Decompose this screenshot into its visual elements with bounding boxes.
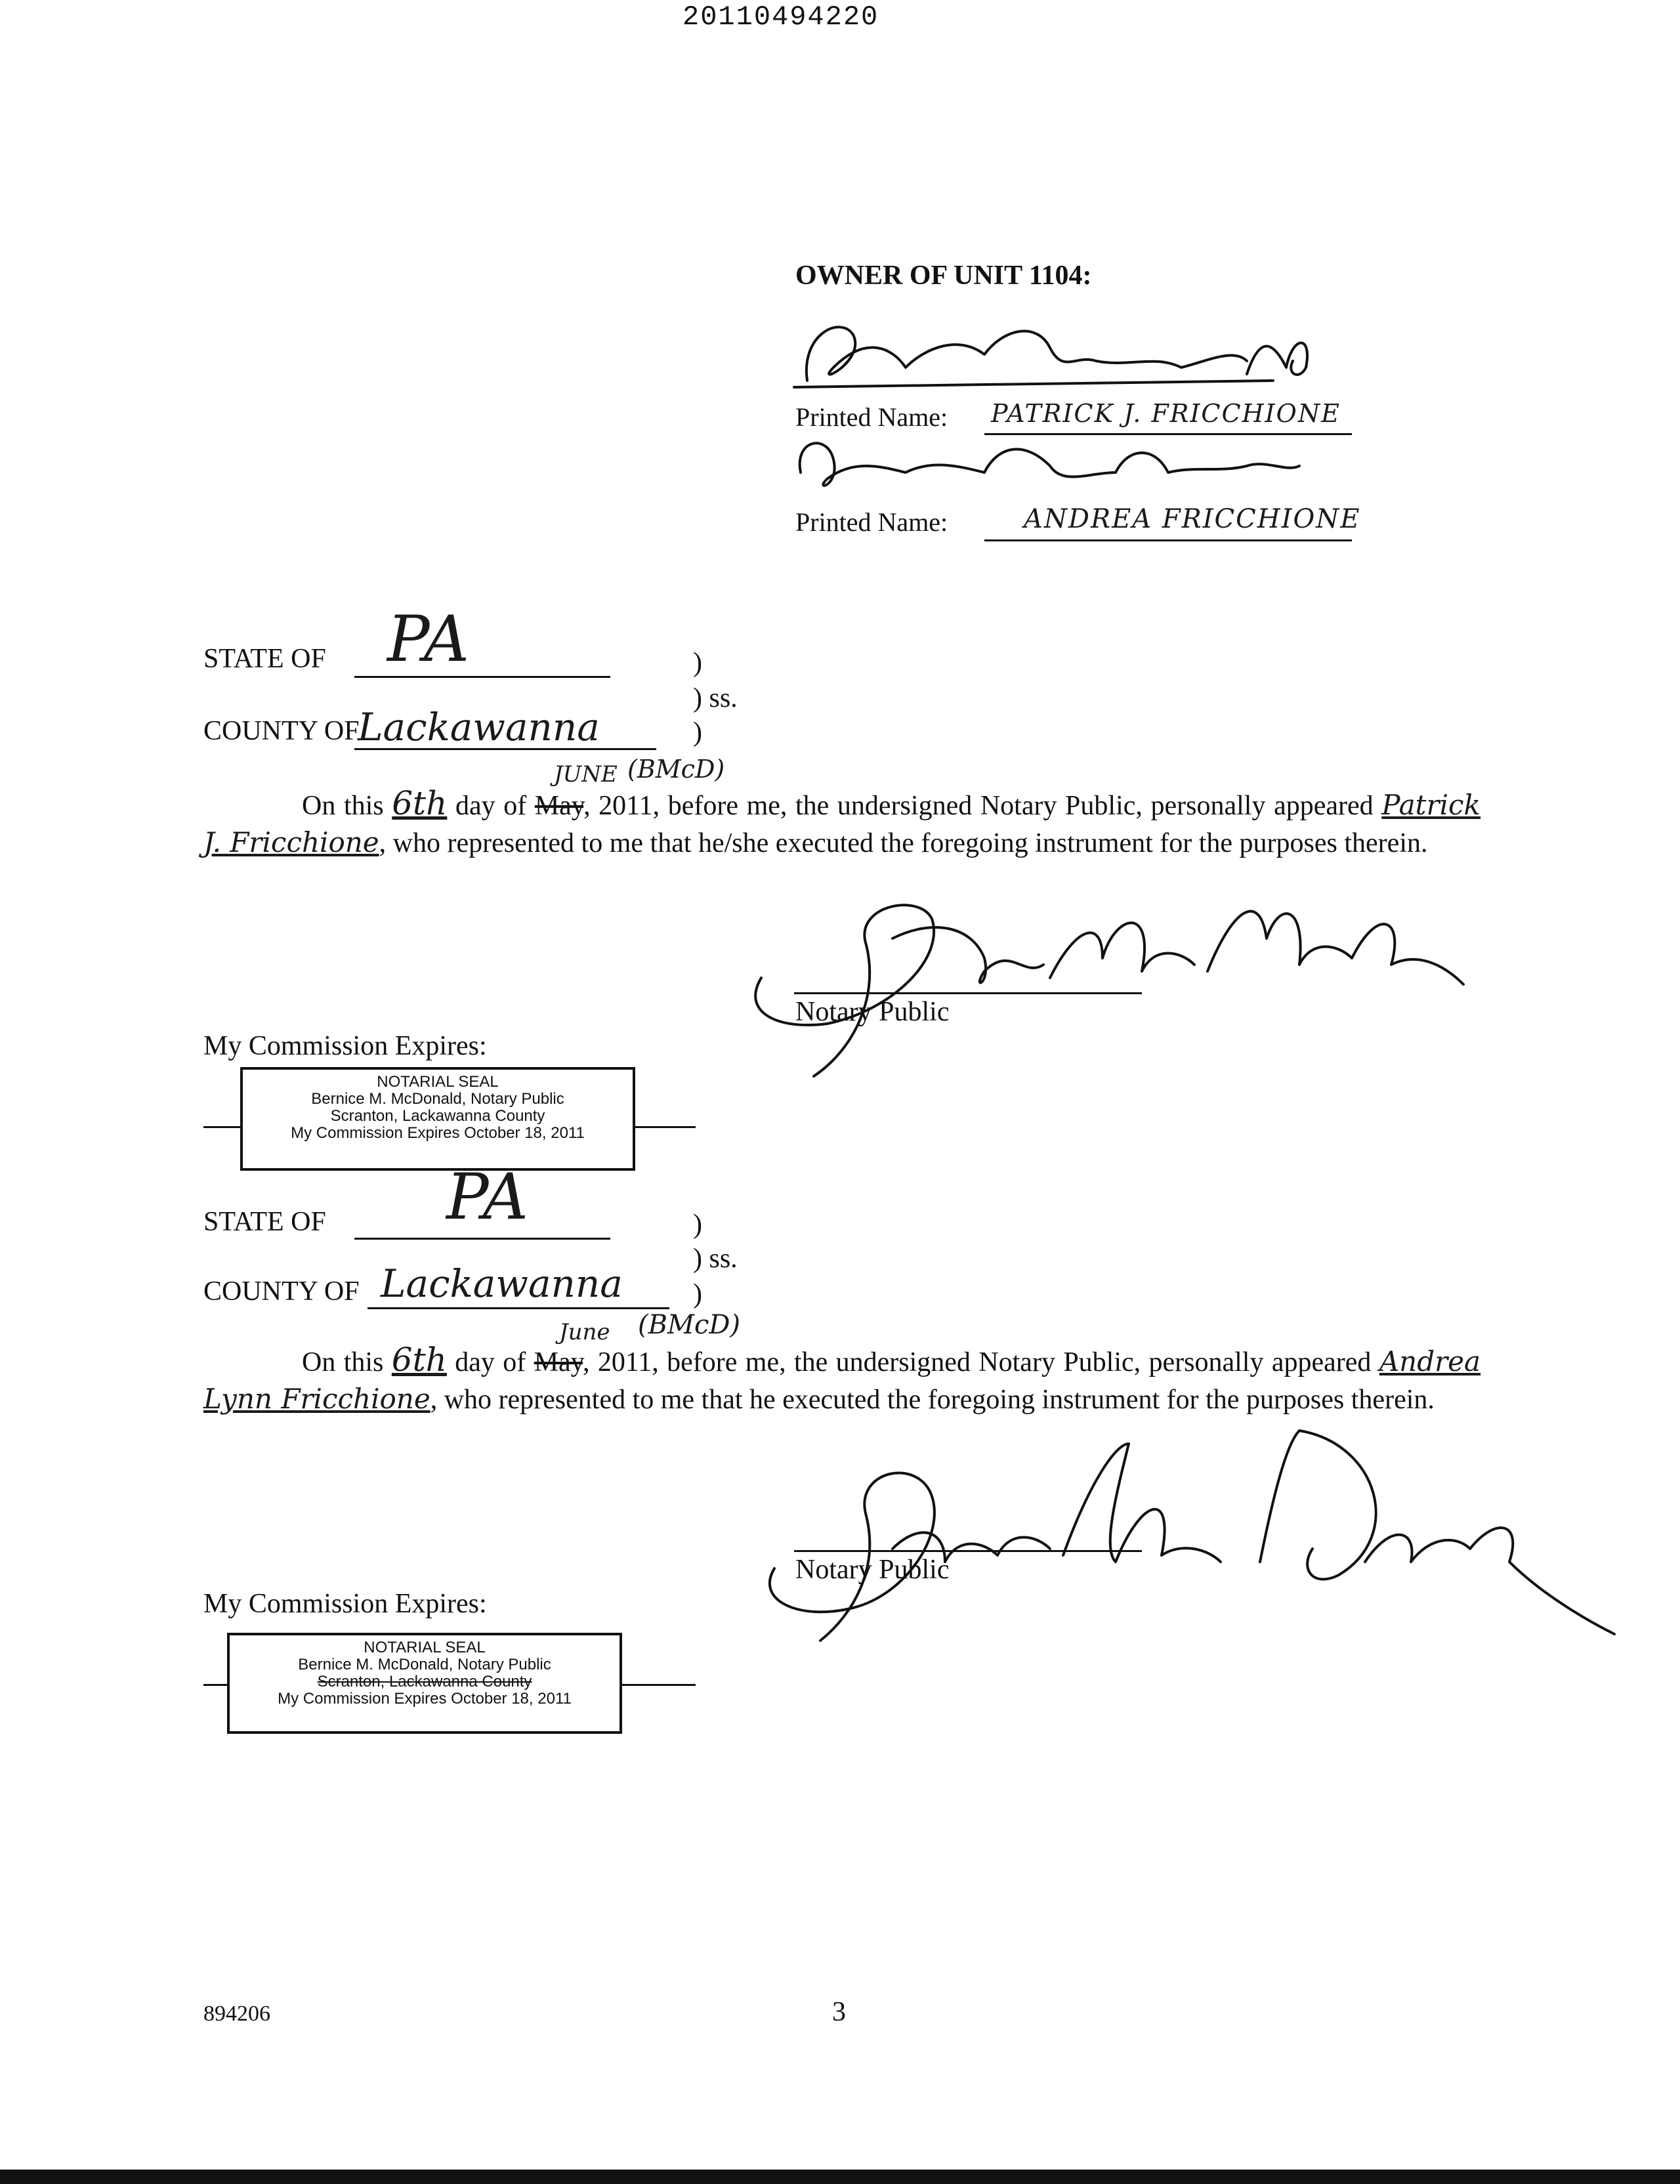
state-line-1 [354, 676, 610, 678]
ack1-text-dayof: day of [455, 791, 527, 821]
owner-signature-1 [788, 308, 1326, 407]
seal-2-title: NOTARIAL SEAL [364, 1639, 486, 1656]
paren-1a: ) [693, 648, 702, 678]
ack2-text-2011: , 2011, before me, the undersigned Notary Public, personally appeared [582, 1347, 1372, 1377]
seal-2-expires: My Commission Expires October 18, 2011 [278, 1690, 572, 1708]
seal-1-name: Bernice M. McDonald, Notary Public [311, 1090, 564, 1108]
initials-2: (BMcD) [638, 1310, 741, 1340]
county-label-1: COUNTY OF [203, 716, 360, 746]
ss-label-1: ) ss. [693, 683, 738, 713]
paren-2a: ) [693, 1209, 702, 1240]
notarial-seal-2 [227, 1633, 622, 1734]
scan-bottom-border [0, 2170, 1680, 2184]
county-value-2: Lackawanna [381, 1261, 623, 1306]
ss-label-2: ) ss. [693, 1244, 738, 1274]
paren-1b: ) [693, 717, 702, 747]
state-label-1: STATE OF [203, 644, 326, 674]
ack1-appeared-name: Patrick J. Fricchione [203, 789, 1481, 858]
document-number: 20110494220 [682, 1, 879, 33]
owner-title: OWNER OF UNIT 1104: [795, 261, 1092, 291]
ack1-paragraph [203, 785, 1480, 862]
paren-2b: ) [693, 1279, 702, 1309]
seal-1-expires: My Commission Expires October 18, 2011 [291, 1124, 585, 1142]
ack1-month-struck: May [534, 791, 584, 821]
notary-signature-2 [748, 1418, 1621, 1654]
ack1-text-on-this: On this [302, 791, 384, 821]
seal-2-name: Bernice M. McDonald, Notary Public [298, 1656, 551, 1673]
owner-signature-2 [788, 433, 1326, 512]
notary-label-1: Notary Public [795, 997, 950, 1027]
printed-name-label-2: Printed Name: [795, 507, 948, 537]
notary-line-2 [794, 1550, 1142, 1552]
state-label-2: STATE OF [203, 1207, 326, 1237]
printed-name-value-1: PATRICK J. FRICCHIONE [991, 399, 1341, 428]
page-number: 3 [832, 1997, 846, 2027]
notary-signature-1 [735, 879, 1496, 1083]
initials-1: (BMcD) [627, 755, 725, 784]
county-line-2 [368, 1307, 669, 1309]
ack2-text-on-this: On this [302, 1347, 384, 1377]
printed-name-value-2: ANDREA FRICCHIONE [1024, 504, 1361, 534]
notary-line-1 [794, 992, 1142, 994]
month-correction-2: June [559, 1319, 610, 1345]
ack1-day: 6th [392, 784, 448, 822]
county-value-1: Lackawanna [358, 705, 600, 749]
state-value-1: PA [387, 602, 470, 676]
county-label-2: COUNTY OF [203, 1276, 360, 1307]
ack2-appeared-name: Andrea Lynn Fricchione [203, 1345, 1481, 1415]
printed-name-label-1: Printed Name: [795, 402, 948, 432]
seal-2-location: Scranton, Lackawanna County [317, 1673, 532, 1690]
state-line-2 [354, 1238, 610, 1240]
month-correction-1: JUNE [554, 761, 618, 788]
ack2-paragraph [203, 1341, 1480, 1418]
seal-1-location: Scranton, Lackawanna County [330, 1107, 545, 1125]
commission-label-1: My Commission Expires: [203, 1031, 487, 1061]
footer-doc-id: 894206 [203, 2002, 270, 2026]
notary-label-2: Notary Public [795, 1555, 950, 1585]
ack1-text-2011: , 2011, before me, the undersigned Notary Public, personally appeared [583, 791, 1374, 821]
notarial-seal-1 [240, 1067, 635, 1171]
printed-name-line-2 [984, 539, 1352, 541]
ack1-text-purposes: , who represented to me that he/she executed the foregoing instrument for the purposes therein. [379, 828, 1428, 858]
ack2-text-dayof: day of [455, 1347, 526, 1377]
seal-1-title: NOTARIAL SEAL [377, 1073, 499, 1091]
ack2-month-struck: May [534, 1347, 583, 1377]
ack2-text-purposes: , who represented to me that he executed the foregoing instrument for the purposes therein. [430, 1385, 1435, 1415]
ack2-day: 6th [391, 1341, 447, 1379]
commission-label-2: My Commission Expires: [203, 1589, 487, 1619]
state-value-2: PA [446, 1160, 529, 1234]
